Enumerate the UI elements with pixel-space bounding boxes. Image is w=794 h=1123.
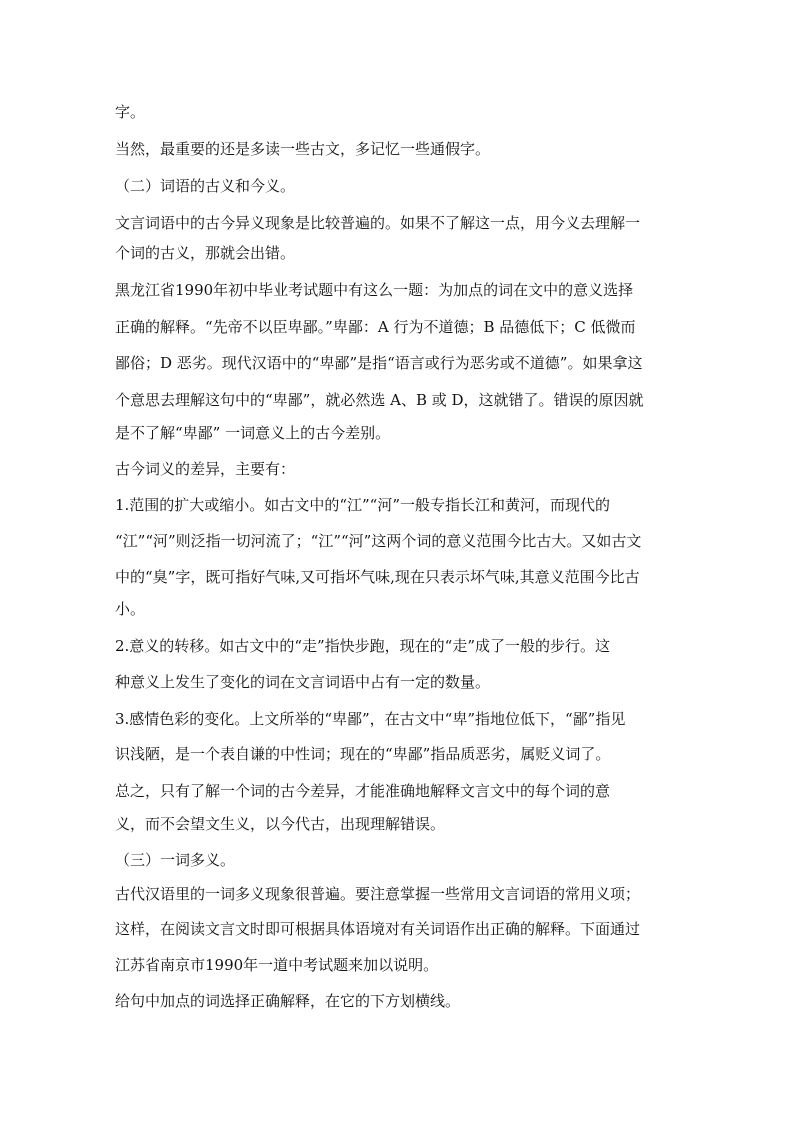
text-line: 字。 xyxy=(115,103,146,121)
text-line: 当然，最重要的还是多读一些古文，多记忆一些通假字。 xyxy=(115,140,491,158)
text-line: 总之，只有了解一个词的古今差异，才能准确地解释文言文中的每个词的意 xyxy=(115,782,611,800)
text-line: 古代汉语里的一词多义现象很普遍。要注意掌握一些常用文言词语的常用义项； xyxy=(115,885,641,903)
text-line: 小。 xyxy=(115,600,146,618)
text-line: 黑龙江省1990年初中毕业考试题中有这么一题：为加点的词在文中的意义选择 xyxy=(115,281,634,299)
text-line: 种意义上发生了变化的词在文言词语中占有一定的数量。 xyxy=(115,673,491,691)
text-line: 义，而不会望文生义，以今代古，出现理解错误。 xyxy=(115,815,446,833)
text-line: 江苏省南京市1990年一道中考试题来加以说明。 xyxy=(115,956,439,974)
text-line: 识浅陋，是一个表自谦的中性词；现在的“卑鄙”指品质恶劣，属贬义词了。 xyxy=(115,745,611,763)
text-line: 给句中加点的词选择正确解释，在它的下方划横线。 xyxy=(115,992,461,1010)
text-line: 个意思去理解这句中的“卑鄙”，就必然选 A、B 或 D，这就错了。错误的原因就 xyxy=(115,391,644,409)
text-line: 中的“臭”字，既可指好气味,又可指坏气味,现在只表示坏气味,其意义范围今比古 xyxy=(115,568,640,586)
text-line: 文言词语中的古今异义现象是比较普遍的。如果不了解这一点，用今义去理解一 xyxy=(115,214,641,232)
list-item: 1.范围的扩大或缩小。如古文中的“江”“河”一般专指长江和黄河，而现代的 xyxy=(115,496,610,514)
text-line: 这样，在阅读文言文时即可根据具体语境对有关词语作出正确的解释。下面通过 xyxy=(115,920,641,938)
text-line: “江”“河”则泛指一切河流了；“江”“河”这两个词的意义范围今比古大。又如古文 xyxy=(115,532,642,550)
section-heading: （二）词语的古义和今义。 xyxy=(115,177,296,195)
list-item: 3.感情色彩的变化。上文所举的“卑鄙”，在古文中“卑”指地位低下，“鄙”指见 xyxy=(115,710,626,728)
text-line: 古今词义的差异，主要有： xyxy=(115,460,296,478)
text-line: 正确的解释。“先帝不以臣卑鄙。”卑鄙：A 行为不道德；B 品德低下；C 低微而 xyxy=(115,318,636,336)
section-heading: （三）一词多义。 xyxy=(115,851,236,869)
text-line: 鄙俗；D 恶劣。现代汉语中的“卑鄙”是指“语言或行为恶劣或不道德”。如果拿这 xyxy=(115,354,643,372)
list-item: 2.意义的转移。如古文中的“走”指快步跑，现在的“走”成了一般的步行。这 xyxy=(115,637,610,655)
text-line: 个词的古义，那就会出错。 xyxy=(115,244,296,262)
text-line: 是不了解“卑鄙” 一词意义上的古今差别。 xyxy=(115,424,391,442)
